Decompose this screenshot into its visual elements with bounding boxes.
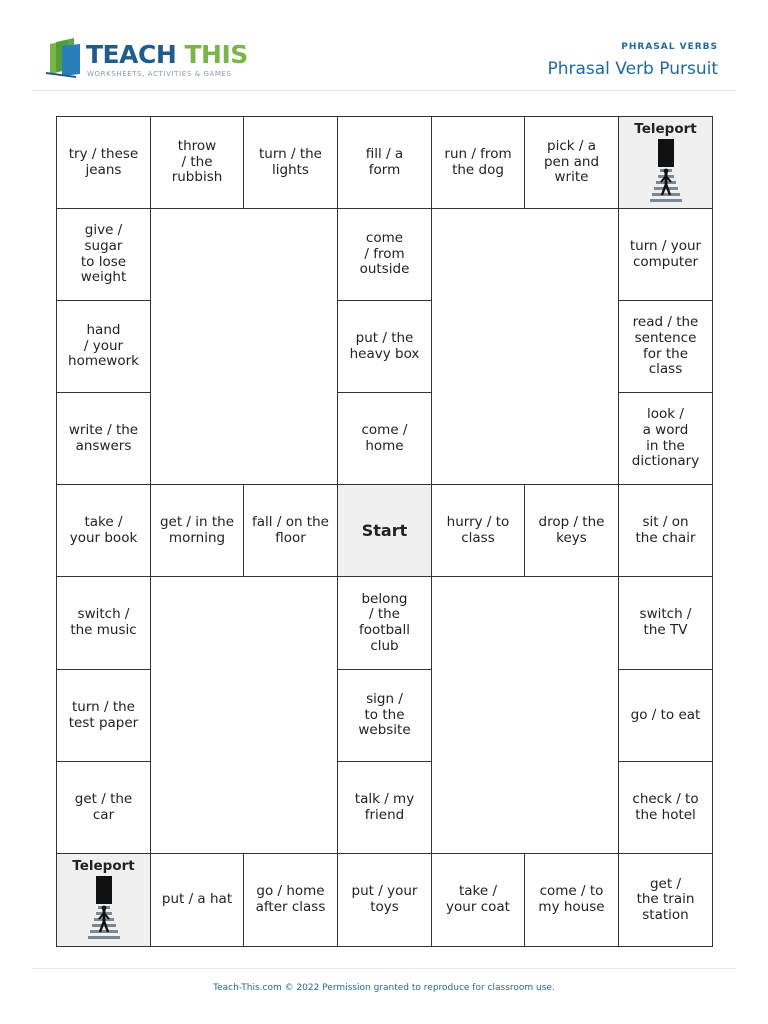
board-square: try / these jeans xyxy=(56,116,151,209)
footer-copyright: Teach-This.com © 2022 Permission granted to reproduce for classroom use. xyxy=(213,983,555,993)
board-square: fall / on the floor xyxy=(243,484,338,577)
board-square: switch / the TV xyxy=(618,576,713,670)
brand-name xyxy=(86,40,248,69)
footer-divider xyxy=(32,968,736,969)
header-divider xyxy=(32,90,736,91)
board-square: come / to my house xyxy=(524,853,619,947)
board-square: belong / the football club xyxy=(337,576,432,670)
board-square: take / your book xyxy=(56,484,151,577)
doorway-stairs-icon xyxy=(650,139,682,210)
page-title: Phrasal Verb Pursuit xyxy=(547,59,718,79)
board-square-teleport xyxy=(56,853,151,947)
board-square: go / to eat xyxy=(618,669,713,762)
board-square: go / home after class xyxy=(243,853,338,947)
board-square-teleport xyxy=(618,116,713,209)
brand-logo[interactable] xyxy=(46,38,248,82)
page-header xyxy=(0,0,768,92)
category-label: PHRASAL VERBS xyxy=(621,42,718,52)
board-square: look / a word in the dictionary xyxy=(618,392,713,485)
board-square: hand / your homework xyxy=(56,300,151,393)
board-square: talk / my friend xyxy=(337,761,432,854)
board-square: get / in the morning xyxy=(150,484,244,577)
board-square: turn / your computer xyxy=(618,208,713,301)
board-square: write / the answers xyxy=(56,392,151,485)
board-square: switch / the music xyxy=(56,576,151,670)
board-square: put / a hat xyxy=(150,853,244,947)
teleport-label: Teleport xyxy=(72,858,135,874)
board-square: get / the car xyxy=(56,761,151,854)
board-square: fill / a form xyxy=(337,116,432,209)
board-square: hurry / to class xyxy=(431,484,525,577)
board-square: put / your toys xyxy=(337,853,432,947)
board-square: come / home xyxy=(337,392,432,485)
board-square: take / your coat xyxy=(431,853,525,947)
book-logo-icon xyxy=(46,38,82,78)
brand-tagline: WORKSHEETS, ACTIVITIES & GAMES xyxy=(87,70,232,78)
board-square: get / the train station xyxy=(618,853,713,947)
board-square: turn / the lights xyxy=(243,116,338,209)
board-square: pick / a pen and write xyxy=(524,116,619,209)
doorway-stairs-icon xyxy=(88,876,120,947)
board-square: run / from the dog xyxy=(431,116,525,209)
board-square: read / the sentence for the class xyxy=(618,300,713,393)
board-square-start: Start xyxy=(337,484,432,577)
board-square: drop / the keys xyxy=(524,484,619,577)
board-square: sign / to the website xyxy=(337,669,432,762)
board-square: throw / the rubbish xyxy=(150,116,244,209)
board-square: check / to the hotel xyxy=(618,761,713,854)
board-square: put / the heavy box xyxy=(337,300,432,393)
brand-name-part1: TEACH xyxy=(86,40,177,69)
teleport-label: Teleport xyxy=(634,121,697,137)
game-board xyxy=(56,116,712,946)
board-square: come / from outside xyxy=(337,208,432,301)
board-square: give / sugar to lose weight xyxy=(56,208,151,301)
board-square: sit / on the chair xyxy=(618,484,713,577)
brand-name-part2: THIS xyxy=(184,40,248,69)
board-square: turn / the test paper xyxy=(56,669,151,762)
